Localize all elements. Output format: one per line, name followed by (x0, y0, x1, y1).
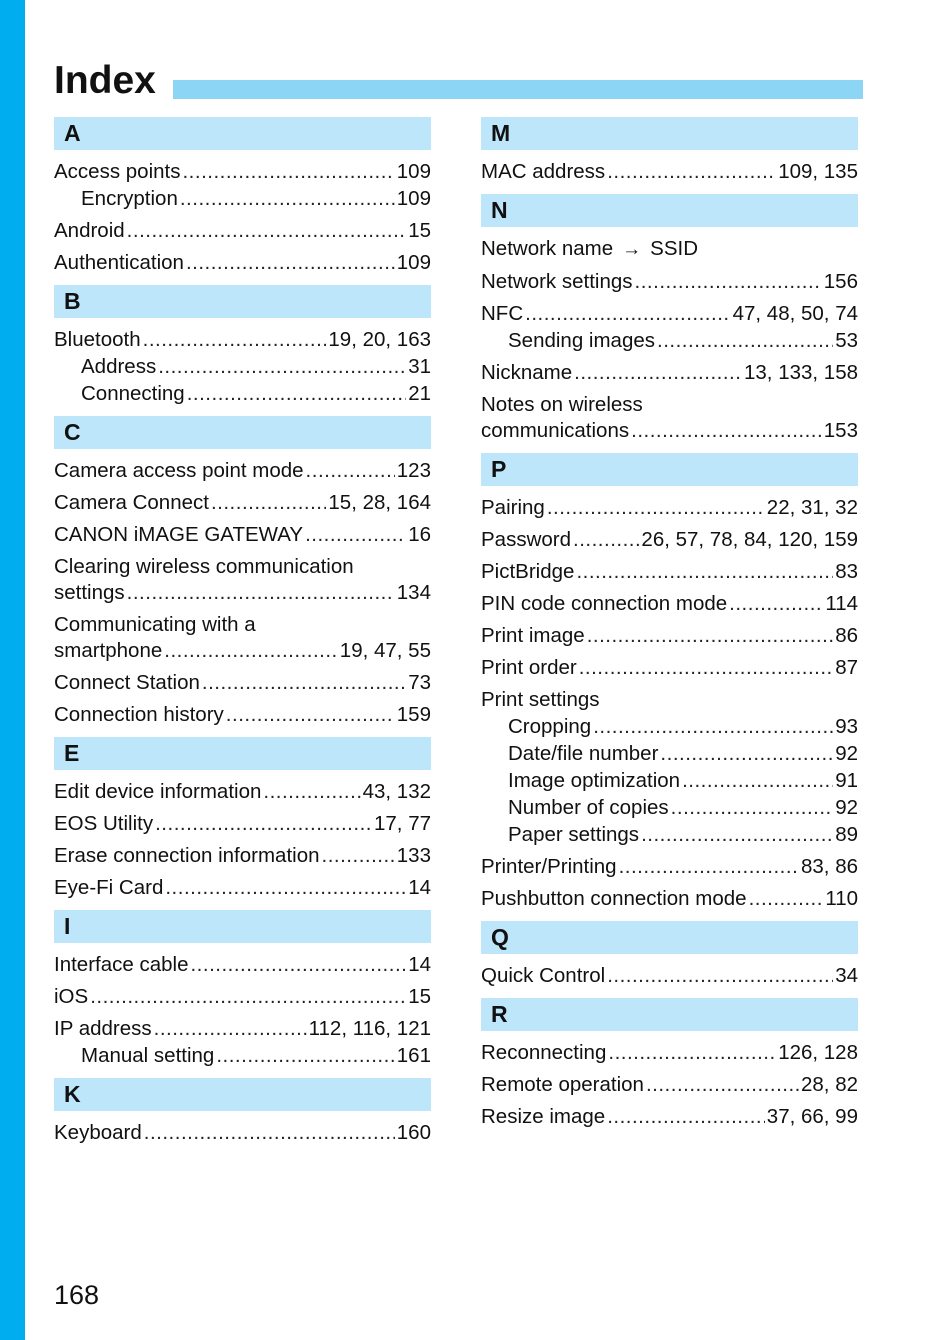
dot-leader (180, 186, 395, 212)
page-ref[interactable]: 73 (408, 671, 431, 694)
page-ref[interactable]: 109 (396, 160, 431, 183)
page-ref[interactable]: 112, 116, 121 (308, 1017, 431, 1040)
entry-term: Network name (481, 237, 614, 260)
section-letter: I (54, 910, 431, 943)
entry-term: CANON iMAGE GATEWAY (54, 523, 304, 546)
dot-leader (190, 952, 406, 978)
page-ref[interactable]: 153 (823, 419, 858, 442)
index-section (54, 416, 431, 728)
entry-term: Reconnecting (481, 1041, 607, 1064)
index-section (54, 737, 431, 901)
index-section (54, 910, 431, 1069)
page-ref[interactable]: 37, 66, 99 (766, 1105, 858, 1128)
index-section (481, 117, 858, 185)
entry-term: Sending images (508, 329, 656, 352)
title-rule (173, 80, 863, 99)
index-subentry (481, 714, 858, 740)
index-entry (481, 1072, 858, 1098)
entry-term: Network settings (481, 270, 633, 293)
page-ref[interactable]: 110 (825, 887, 858, 910)
entry-continuation (54, 638, 431, 664)
dot-leader (305, 522, 406, 548)
section-letter: K (54, 1078, 431, 1111)
index-entry (54, 702, 431, 728)
index-entry (54, 779, 431, 805)
dot-leader (187, 381, 406, 407)
page-number: 168 (54, 1280, 100, 1310)
page-ref[interactable]: 159 (396, 703, 431, 726)
entry-term: Android (54, 219, 125, 242)
entry-term: Authentication (54, 251, 184, 274)
index-section (481, 453, 858, 912)
page-ref[interactable]: 34 (835, 964, 858, 987)
index-column-left (54, 117, 431, 1155)
page-ref[interactable]: 109, 135 (778, 160, 858, 183)
entry-continuation (54, 580, 431, 606)
section-entries (481, 954, 858, 989)
entry-term-continued: settings (54, 581, 125, 604)
page-ref[interactable]: 123 (396, 459, 431, 482)
entry-term: Camera access point mode (54, 459, 304, 482)
page-ref[interactable]: 91 (835, 769, 858, 792)
index-entry (481, 854, 858, 880)
section-entries (54, 770, 431, 901)
dot-leader (619, 854, 799, 880)
dot-leader (143, 327, 327, 353)
dot-leader (127, 218, 407, 244)
page-ref[interactable]: 43, 132 (362, 780, 431, 803)
entry-term: Notes on wireless (481, 393, 643, 416)
dot-leader (631, 418, 822, 444)
index-entry (54, 490, 431, 516)
entry-term: Eye-Fi Card (54, 876, 164, 899)
page-ref[interactable]: 15 (408, 985, 431, 1008)
dot-leader (158, 354, 406, 380)
index-entry (54, 218, 431, 244)
section-letter: N (481, 194, 858, 227)
dot-leader (587, 623, 834, 649)
page-ref[interactable]: 126, 128 (778, 1041, 858, 1064)
index-entry (481, 159, 858, 185)
section-entries (481, 150, 858, 185)
entry-term: Encryption (81, 187, 178, 210)
index-subentry (54, 381, 431, 407)
index-entry (481, 495, 858, 521)
entry-term: NFC (481, 302, 524, 325)
entry-term: Printer/Printing (481, 855, 617, 878)
index-entry (54, 670, 431, 696)
entry-term-continued: smartphone (54, 639, 163, 662)
entry-term: Manual setting (81, 1044, 215, 1067)
dot-leader (646, 1072, 799, 1098)
section-letter: P (481, 453, 858, 486)
entry-term: Pairing (481, 496, 545, 519)
index-entry (481, 655, 858, 681)
page-ref[interactable]: 14 (408, 876, 431, 899)
section-letter: R (481, 998, 858, 1031)
section-letter: E (54, 737, 431, 770)
entry-term: Bluetooth (54, 328, 141, 351)
index-section (481, 998, 858, 1130)
section-entries (481, 227, 858, 444)
section-entries (54, 150, 431, 276)
entry-term: EOS Utility (54, 812, 154, 835)
index-entry (54, 612, 431, 664)
entry-continuation (481, 418, 858, 444)
page-ref[interactable]: 22, 31, 32 (766, 496, 858, 519)
page-ref[interactable]: 114 (825, 592, 858, 615)
index-entry (54, 875, 431, 901)
entry-term: Address (81, 355, 157, 378)
entry-term: Date/file number (508, 742, 659, 765)
dot-leader (641, 822, 833, 848)
index-entry (481, 1040, 858, 1066)
section-entries (54, 449, 431, 728)
dot-leader (226, 702, 395, 728)
entry-term-continued: communications (481, 419, 630, 442)
index-entry (481, 886, 858, 912)
page-ref[interactable]: 92 (835, 796, 858, 819)
index-subentry (481, 768, 858, 794)
see-arrow-icon: → (622, 239, 642, 260)
page-ref[interactable]: 16 (408, 523, 431, 546)
see-reference[interactable]: SSID (650, 237, 699, 260)
entry-term: Cropping (508, 715, 592, 738)
dot-leader (322, 843, 395, 869)
entry-term: Password (481, 528, 572, 551)
page-ref[interactable]: 156 (823, 270, 858, 293)
chapter-tab-strip (0, 0, 25, 1340)
entry-term: IP address (54, 1017, 152, 1040)
dot-leader (574, 360, 742, 386)
page-ref[interactable]: 15 (408, 219, 431, 242)
index-entry (481, 559, 858, 585)
index-entry (54, 811, 431, 837)
page-ref[interactable]: 17, 77 (374, 812, 431, 835)
dot-leader (164, 638, 338, 664)
entry-term: Access points (54, 160, 181, 183)
entry-term: Erase connection information (54, 844, 320, 867)
dot-leader (186, 250, 395, 276)
page-ref[interactable]: 89 (835, 823, 858, 846)
index-entry (481, 360, 858, 386)
dot-leader (671, 795, 834, 821)
dot-leader (729, 591, 823, 617)
page-ref[interactable]: 109 (396, 187, 431, 210)
index-entry (481, 1104, 858, 1130)
index-entry (481, 591, 858, 617)
dot-leader (579, 655, 833, 681)
index-section (54, 117, 431, 276)
index-entry (481, 963, 858, 989)
dot-leader (657, 328, 833, 354)
dot-leader (127, 580, 395, 606)
page-ref[interactable]: 134 (396, 581, 431, 604)
dot-leader (607, 1104, 765, 1130)
index-entry (54, 984, 431, 1010)
dot-leader (635, 269, 822, 295)
index-entry (54, 327, 431, 353)
dot-leader (263, 779, 360, 805)
index-entry (54, 458, 431, 484)
page-ref[interactable]: 47, 48, 50, 74 (732, 302, 858, 325)
entry-term: Connection history (54, 703, 224, 726)
entry-term: Print settings (481, 688, 600, 711)
dot-leader (155, 811, 372, 837)
page-ref[interactable]: 15, 28, 164 (328, 491, 431, 514)
page-ref[interactable]: 83 (835, 560, 858, 583)
dot-leader (182, 159, 394, 185)
dot-leader (144, 1120, 395, 1146)
page-ref[interactable]: 92 (835, 742, 858, 765)
page-ref[interactable]: 86 (835, 624, 858, 647)
index-section (481, 921, 858, 989)
dot-leader (576, 559, 833, 585)
page-ref[interactable]: 19, 47, 55 (339, 639, 431, 662)
entry-term: Interface cable (54, 953, 189, 976)
entry-term: Paper settings (508, 823, 640, 846)
section-letter: C (54, 416, 431, 449)
entry-term: MAC address (481, 160, 606, 183)
index-subentry (481, 822, 858, 848)
dot-leader (608, 1040, 776, 1066)
dot-leader (306, 458, 395, 484)
page-ref[interactable]: 83, 86 (801, 855, 858, 878)
index-subentry (54, 354, 431, 380)
index-section (481, 194, 858, 444)
dot-leader (547, 495, 765, 521)
index-subentry (481, 741, 858, 767)
page-ref[interactable]: 53 (835, 329, 858, 352)
section-entries (54, 943, 431, 1069)
section-letter: M (481, 117, 858, 150)
entry-term: Resize image (481, 1105, 606, 1128)
index-column-right (481, 117, 858, 1139)
entry-term: Edit device information (54, 780, 262, 803)
section-letter: A (54, 117, 431, 150)
index-entry (481, 392, 858, 444)
section-letter: Q (481, 921, 858, 954)
page-ref[interactable]: 14 (408, 953, 431, 976)
entry-term: Nickname (481, 361, 573, 384)
index-entry (481, 236, 858, 263)
index-entry (481, 623, 858, 649)
dot-leader (682, 768, 833, 794)
index-entry (54, 159, 431, 185)
index-entry (481, 269, 858, 295)
index-entry (54, 1120, 431, 1146)
entry-term: Image optimization (508, 769, 681, 792)
page-ref[interactable]: 26, 57, 78, 84, 120, 159 (641, 528, 858, 551)
page-ref[interactable]: 161 (396, 1044, 431, 1067)
entry-term: Keyboard (54, 1121, 142, 1144)
page-ref[interactable]: 133 (396, 844, 431, 867)
page-ref[interactable]: 31 (408, 355, 431, 378)
entry-term: Communicating with a (54, 613, 256, 636)
dot-leader (749, 886, 824, 912)
page-ref[interactable]: 160 (396, 1121, 431, 1144)
entry-term: Connecting (81, 382, 185, 405)
index-entry (481, 687, 858, 713)
dot-leader (211, 490, 326, 516)
dot-leader (607, 159, 776, 185)
dot-leader (593, 714, 833, 740)
index-subentry (481, 328, 858, 354)
dot-leader (154, 1016, 307, 1042)
entry-term: PictBridge (481, 560, 575, 583)
page-ref[interactable]: 87 (835, 656, 858, 679)
entry-term: Pushbutton connection mode (481, 887, 747, 910)
entry-term: Quick Control (481, 964, 606, 987)
index-entry (481, 527, 858, 553)
dot-leader (607, 963, 833, 989)
section-entries (54, 1111, 431, 1146)
section-entries (481, 486, 858, 912)
dot-leader (165, 875, 406, 901)
index-section (54, 285, 431, 407)
page-ref[interactable]: 13, 133, 158 (744, 361, 858, 384)
page-ref[interactable]: 19, 20, 163 (328, 328, 431, 351)
entry-term: Clearing wireless communication (54, 555, 354, 578)
entry-term: Print image (481, 624, 585, 647)
entry-term: Remote operation (481, 1073, 644, 1096)
index-subentry (481, 795, 858, 821)
index-subentry (54, 186, 431, 212)
index-entry (54, 1016, 431, 1042)
index-entry (54, 554, 431, 606)
page-ref[interactable]: 21 (408, 382, 431, 405)
entry-term: Print order (481, 656, 577, 679)
dot-leader (216, 1043, 394, 1069)
section-entries (54, 318, 431, 407)
section-entries (481, 1031, 858, 1130)
section-letter: B (54, 285, 431, 318)
dot-leader (573, 527, 639, 553)
index-entry (54, 843, 431, 869)
index-entry (481, 301, 858, 327)
page-title: Index (54, 59, 156, 102)
entry-term: PIN code connection mode (481, 592, 728, 615)
entry-term: Camera Connect (54, 491, 209, 514)
page-ref[interactable]: 28, 82 (801, 1073, 858, 1096)
dot-leader (90, 984, 406, 1010)
page-ref[interactable]: 93 (835, 715, 858, 738)
index-entry (54, 952, 431, 978)
dot-leader (525, 301, 730, 327)
index-entry (54, 522, 431, 548)
entry-term: iOS (54, 985, 89, 1008)
page-ref[interactable]: 109 (396, 251, 431, 274)
index-entry (54, 250, 431, 276)
index-section (54, 1078, 431, 1146)
index-subentry (54, 1043, 431, 1069)
dot-leader (660, 741, 833, 767)
dot-leader (202, 670, 406, 696)
entry-term: Connect Station (54, 671, 200, 694)
entry-term: Number of copies (508, 796, 669, 819)
